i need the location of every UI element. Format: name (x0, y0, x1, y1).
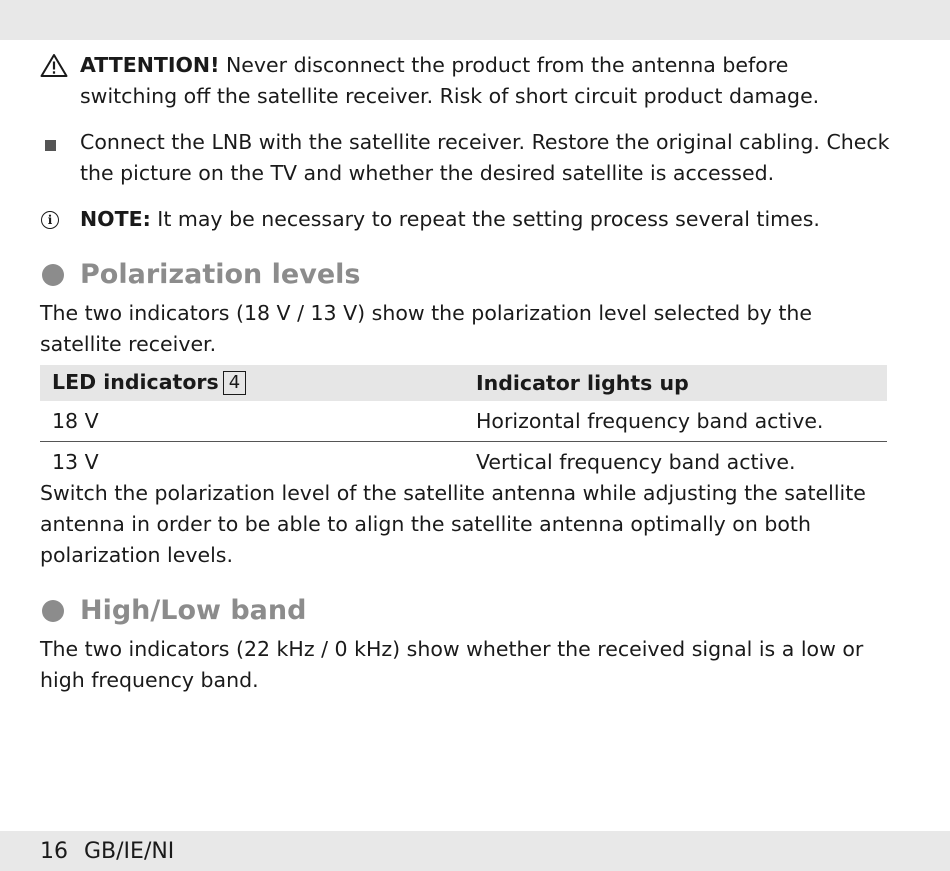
region-code: GB/IE/NI (84, 839, 175, 864)
info-icon: i (40, 206, 70, 233)
bullet-dot-icon (42, 600, 64, 622)
table-header-led: LED indicators 4 (40, 365, 476, 401)
note-label: NOTE: (80, 207, 151, 231)
polarization-after-text: Switch the polarization level of the satellite antenna while adjusting the satellite antenna in order to be able to align the satellite antenna optimally on both polarization levels. (40, 481, 866, 567)
note-notice (40, 204, 890, 235)
warning-triangle-icon (40, 52, 70, 79)
square-bullet-icon (40, 129, 70, 156)
polarization-intro: The two indicators (18 V / 13 V) show the polarization level selected by the satellite receiver. (40, 301, 812, 356)
table-cell-meaning: Horizontal frequency band active. (476, 401, 887, 442)
section-heading-band (40, 593, 890, 629)
table-cell-led: 13 V (52, 450, 99, 474)
page-content (40, 50, 890, 696)
page-number: 16 (40, 839, 68, 864)
step-item (40, 127, 890, 189)
table-header-indicator: Indicator lights up (476, 365, 887, 401)
bullet-dot-icon (42, 264, 64, 286)
table-cell-meaning: Vertical frequency band active. (476, 450, 796, 474)
polarization-heading-text: Polarization levels (80, 259, 361, 290)
attention-notice (40, 50, 890, 112)
attention-label: ATTENTION! (80, 53, 220, 77)
attention-text: Never disconnect the product from the antenna before switching off the satellite receiver. Risk of short circuit product damage. (80, 53, 820, 108)
table-header-row (40, 365, 887, 401)
table-row (40, 401, 887, 442)
figure-reference-box: 4 (223, 371, 246, 395)
note-text: It may be necessary to repeat the setting process several times. (150, 207, 820, 231)
header-band (0, 0, 950, 40)
table-cell-led: 18 V (40, 401, 476, 442)
band-intro: The two indicators (22 kHz / 0 kHz) show whether the received signal is a low or high frequency band. (40, 637, 864, 692)
table-row (40, 442, 887, 483)
page-footer (40, 838, 174, 866)
band-heading-text: High/Low band (80, 595, 307, 626)
section-heading-polarization (40, 257, 890, 293)
step-text: Connect the LNB with the satellite receiver. Restore the original cabling. Check the picture on the TV and whether the desired satellite is accessed. (80, 130, 890, 185)
led-indicator-table (40, 365, 887, 482)
